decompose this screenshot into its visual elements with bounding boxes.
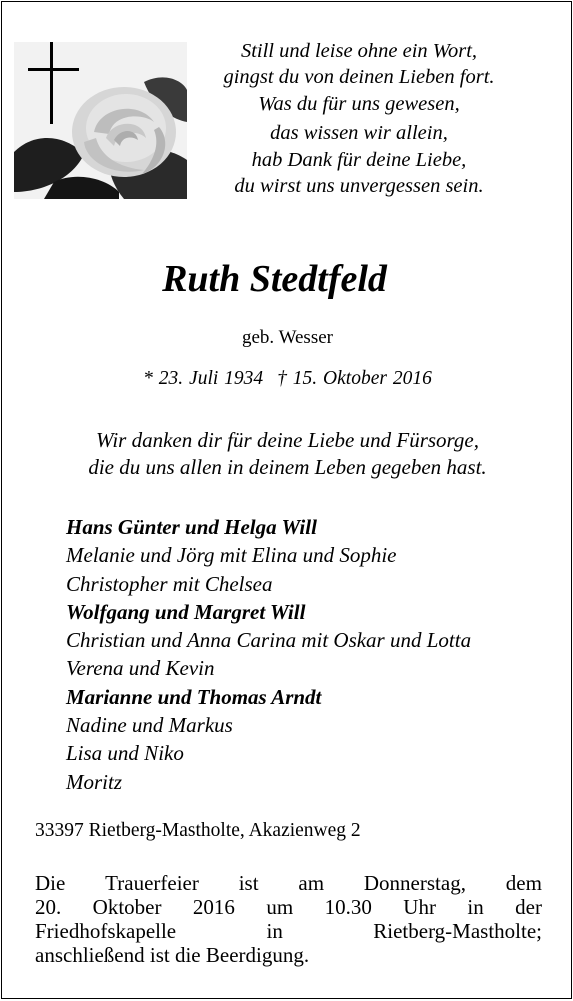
rose-cross-image: [14, 42, 187, 199]
family-member: Melanie und Jörg mit Elina und Sophie: [66, 543, 397, 568]
notice-word: 2016: [192, 895, 235, 919]
notice-line: anschließend ist die Beerdigung.: [35, 943, 310, 967]
notice-word: Trauerfeier: [105, 871, 199, 895]
rose-image: [14, 42, 187, 199]
birth-date: * 23. Juli 1934: [143, 368, 264, 389]
notice-word: um: [266, 895, 294, 919]
family-member: Christopher mit Chelsea: [66, 571, 273, 596]
deceased-name: Ruth Stedtfeld: [162, 258, 387, 300]
death-date: † 15. Oktober 2016: [277, 368, 432, 389]
family-member: Lisa und Niko: [66, 741, 184, 766]
family-member: Christian und Anna Carina mit Oskar und Lotta: [66, 628, 472, 653]
family-head: Wolfgang und Margret Will: [66, 599, 306, 624]
family-member: Verena und Kevin: [66, 656, 215, 681]
notice-word: 10.30: [324, 895, 372, 919]
thanks-line: Wir danken dir für deine Liebe und Fürsorge,: [95, 428, 479, 452]
mourners-list: [66, 513, 556, 796]
notice-word: 20.: [35, 895, 62, 919]
notice-word: Donnerstag,: [363, 871, 466, 895]
poem-line: Was du für uns gewesen,: [258, 92, 460, 115]
notice-line: [35, 871, 542, 895]
poem-line: hab Dank für deine Liebe,: [251, 148, 467, 171]
family-head: Marianne und Thomas Arndt: [66, 684, 322, 709]
obituary-card: [1, 1, 572, 999]
notice-word: Die: [35, 871, 66, 895]
notice-line: [35, 895, 542, 919]
notice-word: Oktober: [92, 895, 162, 919]
thanks-text: [2, 427, 573, 481]
notice-word: in: [467, 895, 484, 919]
family-member: Moritz: [66, 769, 123, 794]
notice-word: in: [266, 919, 283, 943]
thanks-line: die du uns allen in deinem Leben gegeben hast.: [88, 455, 487, 479]
family-member: Nadine und Markus: [66, 713, 233, 738]
life-dates: [2, 366, 573, 392]
notice-word: Uhr: [403, 895, 436, 919]
poem-line: gingst du von deinen Lieben fort.: [223, 66, 495, 89]
poem-line: du wirst uns unvergessen sein.: [234, 175, 484, 198]
notice-word: Rietberg-Mastholte;: [373, 919, 542, 943]
address: 33397 Rietberg-Mastholte, Akazienweg 2: [35, 820, 361, 841]
notice-word: der: [515, 895, 542, 919]
notice-word: ist: [238, 871, 259, 895]
poem-line: Still und leise ohne ein Wort,: [240, 40, 478, 62]
notice-word: dem: [505, 871, 542, 895]
poem-line: das wissen wir allein,: [270, 122, 448, 145]
notice-line: [35, 919, 542, 943]
funeral-notice: [35, 871, 542, 967]
notice-word: am: [298, 871, 325, 895]
family-head: Hans Günter und Helga Will: [66, 515, 317, 539]
poem: [188, 38, 530, 199]
notice-word: Friedhofskapelle: [35, 919, 177, 943]
birth-name: geb. Wesser: [242, 327, 333, 348]
